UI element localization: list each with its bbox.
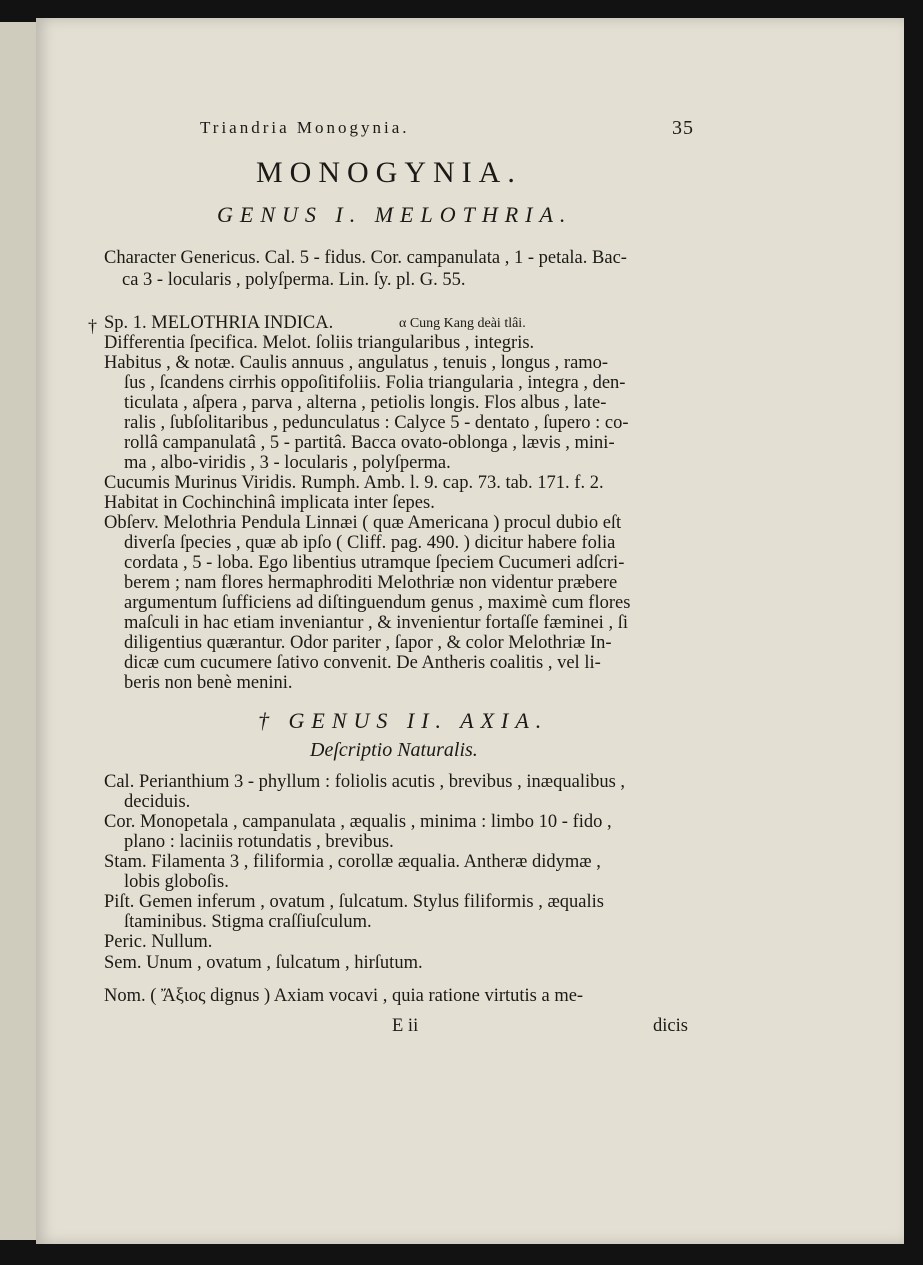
previous-page-edge bbox=[0, 22, 38, 1240]
species-1-vernacular: α Cung Kang deài tlâi. bbox=[399, 316, 526, 331]
species-1-heading: Sp. 1. MELOTHRIA INDICA. bbox=[104, 313, 334, 333]
body2-line-10: Sem. Unum , ovatum , ſulcatum , hirſutum. bbox=[104, 953, 423, 973]
signature-mark: E ii bbox=[392, 1016, 419, 1036]
body1-line-7: ma , albo-viridis , 3 - locularis , polyſperma. bbox=[124, 453, 451, 473]
descriptio-heading: Deſcriptio Naturalis. bbox=[310, 739, 478, 761]
genus-2-heading: † GENUS II. AXIA. bbox=[258, 708, 549, 733]
body2-line-6: lobis globoſis. bbox=[124, 872, 229, 892]
body1-line-2: Habitus , & notæ. Caulis annuus , angulatus , tenuis , longus , ramo- bbox=[104, 353, 609, 373]
body1-line-5: ralis , ſubſolitaribus , pedunculatus : Calyce 5 - dentato , ſupero : co- bbox=[124, 413, 629, 433]
body1-line-8: Cucumis Murinus Viridis. Rumph. Amb. l. 9. cap. 73. tab. 171. f. 2. bbox=[104, 473, 604, 493]
body2-line-1: Cal. Perianthium 3 - phyllum : foliolis acutis , brevibus , inæqualibus , bbox=[104, 772, 626, 792]
page-number: 35 bbox=[672, 117, 694, 139]
body1-line-15: maſculi in hac etiam inveniantur , & invenientur fortaſſe fæminei , ſi bbox=[124, 613, 628, 633]
body2-line-7: Piſt. Gemen inferum , ovatum , ſulcatum. Stylus filiformis , æqualis bbox=[104, 892, 604, 912]
body1-line-18: beris non benè menini. bbox=[124, 673, 293, 693]
body1-line-14: argumentum ſufficiens ad diſtinguendum genus , maximè cum flores bbox=[124, 593, 631, 613]
body2-line-5: Stam. Filamenta 3 , filiformia , corollæ æqualia. Antheræ didymæ , bbox=[104, 852, 601, 872]
character-line-2: ca 3 - locularis , polyſperma. Lin. ſy. pl. G. 55. bbox=[122, 270, 466, 290]
body2-line-9: Peric. Nullum. bbox=[104, 932, 213, 952]
body1-line-10: Obſerv. Melothria Pendula Linnæi ( quæ Americana ) procul dubio eſt bbox=[104, 513, 622, 533]
body2-line-11: Nom. ( Ἄξιος dignus ) Axiam vocavi , quia ratione virtutis a me- bbox=[104, 986, 584, 1006]
catchword: dicis bbox=[653, 1016, 688, 1036]
body2-line-4: plano : laciniis rotundatis , brevibus. bbox=[124, 832, 394, 852]
species-marker: † bbox=[88, 316, 97, 336]
running-head: Triandria Monogynia. bbox=[200, 118, 410, 137]
body1-line-13: berem ; nam flores hermaphroditi Melothriæ non videntur præbere bbox=[124, 573, 618, 593]
body2-line-2: deciduis. bbox=[124, 792, 191, 812]
body1-line-16: diligentius quærantur. Odor pariter , ſapor , & color Melothriæ In- bbox=[124, 633, 612, 653]
body1-line-12: cordata , 5 - loba. Ego libentius utramque ſpeciem Cucumeri adſcri- bbox=[124, 553, 625, 573]
page-title: MONOGYNIA. bbox=[256, 156, 522, 189]
body1-line-17: dicæ cum cucumere ſativo convenit. De Antheris coalitis , vel li- bbox=[124, 653, 601, 673]
body1-line-6: rollâ campanulatâ , 5 - partitâ. Bacca ovato-oblonga , lævis , mini- bbox=[124, 433, 615, 453]
body1-line-3: ſus , ſcandens cirrhis oppoſitifoliis. Folia triangularia , integra , den- bbox=[124, 373, 626, 393]
body2-line-8: ſtaminibus. Stigma craſſiuſculum. bbox=[124, 912, 372, 932]
body1-line-11: diverſa ſpecies , quæ ab ipſo ( Cliff. pag. 490. ) dicitur habere folia bbox=[124, 533, 616, 553]
character-line-1: Character Genericus. Cal. 5 - fidus. Cor. campanulata , 1 - petala. Bac- bbox=[104, 248, 627, 268]
body2-line-3: Cor. Monopetala , campanulata , æqualis , minima : limbo 10 - fido , bbox=[104, 812, 612, 832]
body1-line-9: Habitat in Cochinchinâ implicata inter ſepes. bbox=[104, 493, 435, 513]
body1-line-4: ticulata , aſpera , parva , alterna , petiolis longis. Flos albus , late- bbox=[124, 393, 607, 413]
body1-line-1: Differentia ſpecifica. Melot. ſoliis triangularibus , integris. bbox=[104, 333, 535, 353]
genus-1-heading: GENUS I. MELOTHRIA. bbox=[217, 202, 573, 227]
